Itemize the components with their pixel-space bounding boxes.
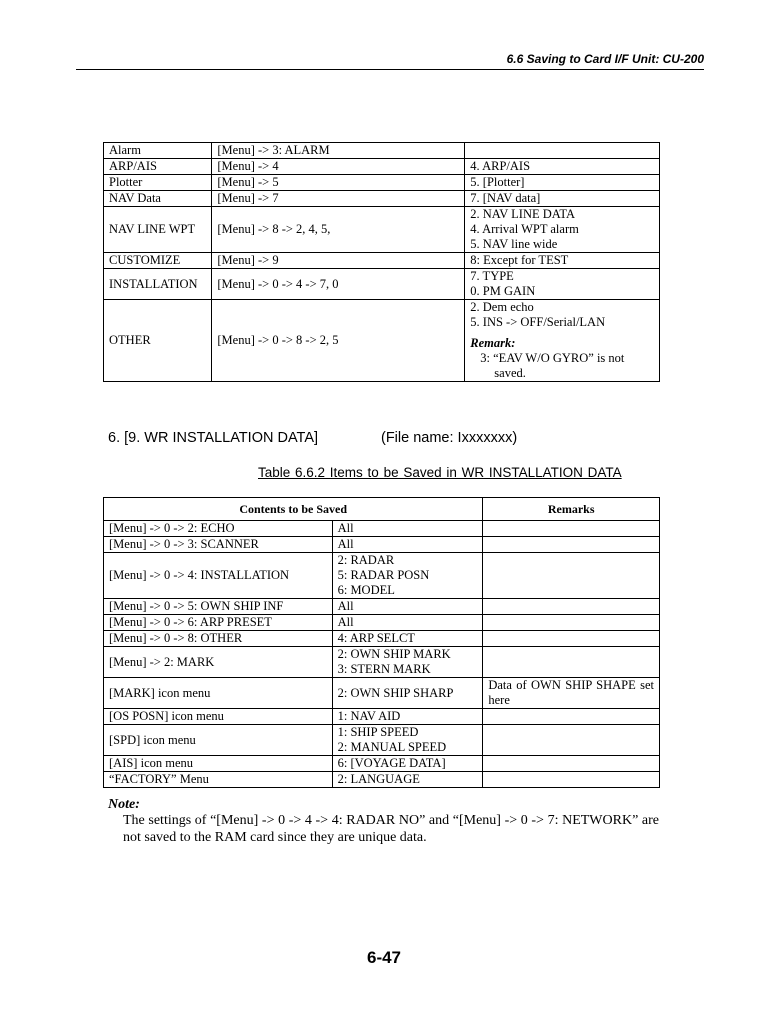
row-remarks xyxy=(483,647,660,678)
row-menu-path: [Menu] -> 0 -> 8 -> 2, 5 xyxy=(212,300,465,382)
saved-items-table-continued xyxy=(103,142,660,382)
row-remarks xyxy=(483,772,660,788)
row-item: INSTALLATION xyxy=(104,269,212,300)
row-menu-path: [Menu] -> 0 -> 2: ECHO xyxy=(104,521,333,537)
remark-line: 5. NAV line wide xyxy=(470,237,558,251)
row-saved-items xyxy=(332,521,483,537)
remark-line: 4. ARP/AIS xyxy=(470,159,531,173)
row-item: Plotter xyxy=(104,175,212,191)
row-remarks xyxy=(483,537,660,553)
saved-item: All xyxy=(337,537,354,551)
saved-item: 2: OWN SHIP SHARP xyxy=(337,685,454,700)
row-remarks xyxy=(483,599,660,615)
row-saved-items xyxy=(332,772,483,788)
row-menu-path: [Menu] -> 0 -> 4 -> 7, 0 xyxy=(212,269,465,300)
remark-line: 8: Except for TEST xyxy=(470,253,569,267)
remark-line: 0. PM GAIN xyxy=(470,284,536,298)
table-header-row xyxy=(104,498,660,521)
table-row xyxy=(104,615,660,631)
row-menu-path: [SPD] icon menu xyxy=(104,725,333,756)
row-remarks xyxy=(483,725,660,756)
remark-line: 2. Dem echo xyxy=(470,300,534,314)
table-row xyxy=(104,725,660,756)
table-row xyxy=(104,269,660,300)
saved-item: 4: ARP SELCT xyxy=(337,631,415,645)
saved-item: All xyxy=(337,615,354,629)
page-number: 6-47 xyxy=(366,948,402,967)
table-row xyxy=(104,207,660,253)
table-row xyxy=(104,647,660,678)
row-item: OTHER xyxy=(104,300,212,382)
header-rule xyxy=(76,69,704,70)
saved-item: All xyxy=(337,599,354,613)
header-remarks: Remarks xyxy=(483,498,660,521)
remark-line: 7. TYPE xyxy=(470,269,514,283)
row-menu-path: [Menu] -> 0 -> 5: OWN SHIP INF xyxy=(104,599,333,615)
row-saved-items xyxy=(332,725,483,756)
row-menu-path: “FACTORY” Menu xyxy=(104,772,333,788)
row-menu-path: [Menu] -> 3: ALARM xyxy=(212,143,465,159)
row-menu-path: [Menu] -> 7 xyxy=(212,191,465,207)
table-row xyxy=(104,537,660,553)
table-row xyxy=(104,709,660,725)
table-row xyxy=(104,553,660,599)
row-remarks xyxy=(465,253,660,269)
note-label: Note: xyxy=(108,797,140,812)
row-saved-items xyxy=(332,631,483,647)
row-saved-items xyxy=(332,615,483,631)
row-remarks xyxy=(483,521,660,537)
remark-line: 4. Arrival WPT alarm xyxy=(470,222,579,236)
saved-item: 2: RADAR xyxy=(337,553,395,567)
note-text: The settings of “[Menu] -> 0 -> 4 -> 4: RADAR NO” and “[Menu] -> 0 -> 7: NETWORK” are not saved to the RAM card since they are unique data. xyxy=(123,813,659,845)
row-remarks xyxy=(465,269,660,300)
saved-item: 3: STERN MARK xyxy=(337,662,431,676)
row-menu-path: [Menu] -> 0 -> 3: SCANNER xyxy=(104,537,333,553)
table-row xyxy=(104,521,660,537)
section-heading xyxy=(108,430,518,446)
table-row xyxy=(104,143,660,159)
row-item: NAV LINE WPT xyxy=(104,207,212,253)
row-remarks xyxy=(483,709,660,725)
row-saved-items xyxy=(332,553,483,599)
header-contents: Contents to be Saved xyxy=(104,498,483,521)
wr-installation-data-table xyxy=(103,497,660,788)
row-remarks xyxy=(465,300,660,382)
row-menu-path: [MARK] icon menu xyxy=(104,678,333,709)
saved-item: All xyxy=(337,521,354,535)
remark-line: 5. [Plotter] xyxy=(470,175,525,189)
remark-line: 2. NAV LINE DATA xyxy=(470,207,576,221)
row-remarks xyxy=(483,631,660,647)
row-item: NAV Data xyxy=(104,191,212,207)
saved-item: 5: RADAR POSN xyxy=(337,568,430,582)
saved-item: 1: SHIP SPEED xyxy=(337,725,419,739)
row-saved-items xyxy=(332,756,483,772)
saved-item: 1: NAV AID xyxy=(337,709,401,723)
saved-item: 6: MODEL xyxy=(337,583,395,597)
table-row xyxy=(104,253,660,269)
row-menu-path: [Menu] -> 9 xyxy=(212,253,465,269)
row-menu-path: [Menu] -> 4 xyxy=(212,159,465,175)
saved-item: 2: OWN SHIP MARK xyxy=(337,647,451,661)
row-remarks: Data of OWN SHIP SHAPE set here xyxy=(483,678,660,709)
saved-item: 2: MANUAL SPEED xyxy=(337,740,447,754)
saved-item: 6: [VOYAGE DATA] xyxy=(337,756,446,770)
table-row xyxy=(104,300,660,382)
row-menu-path: [Menu] -> 2: MARK xyxy=(104,647,333,678)
row-menu-path: [Menu] -> 0 -> 6: ARP PRESET xyxy=(104,615,333,631)
row-remarks xyxy=(465,175,660,191)
remark-text: 3: “EAV W/O GYRO” is not xyxy=(480,351,625,365)
section-title: 6. [9. WR INSTALLATION DATA] xyxy=(108,430,319,446)
row-menu-path: [Menu] -> 0 -> 8: OTHER xyxy=(104,631,333,647)
row-remarks xyxy=(483,615,660,631)
remark-label: Remark: xyxy=(470,336,516,350)
remark-text: saved. xyxy=(494,366,526,380)
table-row xyxy=(104,772,660,788)
section-filename: (File name: Ixxxxxxx) xyxy=(381,430,518,446)
row-saved-items xyxy=(332,647,483,678)
row-menu-path: [Menu] -> 0 -> 4: INSTALLATION xyxy=(104,553,333,599)
table-row xyxy=(104,678,660,709)
row-remarks xyxy=(465,143,660,159)
row-remarks xyxy=(483,756,660,772)
table-caption: Table 6.6.2 Items to be Saved in WR INSTALLATION DATA xyxy=(258,465,622,480)
row-item: ARP/AIS xyxy=(104,159,212,175)
running-header: 6.6 Saving to Card I/F Unit: CU-200 xyxy=(506,52,704,66)
table-row xyxy=(104,631,660,647)
row-saved-items xyxy=(332,678,483,709)
row-menu-path: [AIS] icon menu xyxy=(104,756,333,772)
remark-line: 7. [NAV data] xyxy=(470,191,541,205)
row-remarks xyxy=(465,207,660,253)
saved-item: 2: LANGUAGE xyxy=(337,772,420,786)
row-remarks xyxy=(465,159,660,175)
row-item: CUSTOMIZE xyxy=(104,253,212,269)
remark-line: 5. INS -> OFF/Serial/LAN xyxy=(470,315,606,329)
table-row xyxy=(104,599,660,615)
table-row xyxy=(104,756,660,772)
row-saved-items xyxy=(332,709,483,725)
row-remarks xyxy=(465,191,660,207)
row-item: Alarm xyxy=(104,143,212,159)
table-row xyxy=(104,175,660,191)
row-saved-items xyxy=(332,537,483,553)
row-menu-path: [Menu] -> 8 -> 2, 4, 5, xyxy=(212,207,465,253)
table-row xyxy=(104,191,660,207)
row-menu-path: [Menu] -> 5 xyxy=(212,175,465,191)
row-remarks xyxy=(483,553,660,599)
row-saved-items xyxy=(332,599,483,615)
row-menu-path: [OS POSN] icon menu xyxy=(104,709,333,725)
table-row xyxy=(104,159,660,175)
